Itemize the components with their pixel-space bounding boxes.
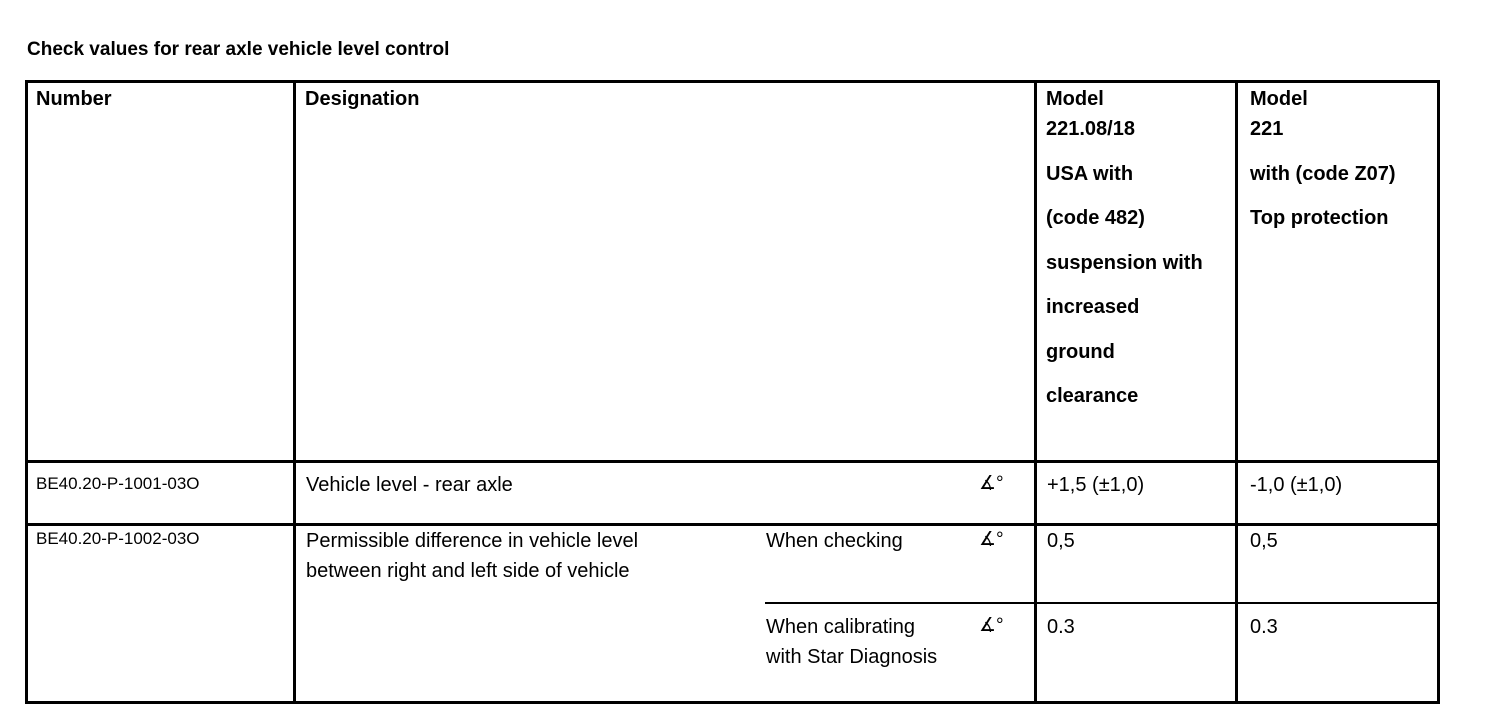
- header-model-2-line: with (code Z07): [1250, 162, 1396, 185]
- header-model-2-line: Model: [1250, 88, 1308, 110]
- table-border-top: [25, 80, 1440, 83]
- subrow-condition-line: When calibrating: [766, 616, 915, 638]
- header-model-1-line: (code 482): [1046, 207, 1145, 229]
- angle-unit-icon: ∡°: [979, 615, 1004, 636]
- table-border-left: [25, 80, 28, 704]
- column-divider-model-2: [1235, 80, 1238, 704]
- subrow-model-1-value: 0,5: [1047, 530, 1075, 552]
- row-designation-line: between right and left side of vehicle: [306, 560, 630, 582]
- column-divider-model-1: [1034, 80, 1037, 704]
- subrow-model-1-value: 0.3: [1047, 616, 1075, 638]
- row-designation: Vehicle level - rear axle: [306, 474, 513, 496]
- angle-unit-icon: ∡°: [979, 473, 1004, 494]
- subrow-condition-line: with Star Diagnosis: [766, 646, 938, 668]
- header-model-2: [1250, 84, 1396, 248]
- row-model-1-value: +1,5 (±1,0): [1047, 474, 1145, 496]
- header-model-1-line: clearance: [1046, 385, 1139, 407]
- header-model-1-line: increased: [1046, 296, 1140, 318]
- row-designation-line: Permissible difference in vehicle level: [306, 530, 639, 552]
- row-model-2-value: -1,0 (±1,0): [1250, 474, 1343, 496]
- table-border-bottom: [25, 701, 1440, 704]
- check-values-table: [25, 80, 1440, 704]
- row-number: BE40.20-P-1002-03O: [36, 529, 200, 548]
- document-title: Check values for rear axle vehicle level control: [27, 39, 450, 60]
- subrow-model-2-value: 0,5: [1250, 530, 1278, 552]
- header-number: Number: [36, 88, 112, 110]
- header-model-1-line: USA with: [1046, 162, 1134, 185]
- subrow-condition: [766, 612, 937, 672]
- row-divider: [25, 523, 1440, 526]
- header-designation: Designation: [305, 88, 420, 110]
- header-model-1-line: 221.08/18: [1046, 118, 1135, 140]
- header-model-2-line: 221: [1250, 118, 1284, 140]
- header-model-1-line: suspension with: [1046, 251, 1203, 274]
- column-divider-number: [293, 80, 296, 704]
- header-divider: [25, 460, 1440, 463]
- row-designation: [306, 526, 638, 586]
- header-model-1-line: ground: [1046, 340, 1115, 363]
- header-model-1: [1046, 84, 1203, 426]
- table-border-right: [1437, 80, 1440, 704]
- header-model-2-line: Top protection: [1250, 207, 1389, 229]
- subrow-condition: [766, 526, 903, 556]
- subrow-divider: [765, 602, 1440, 604]
- header-model-1-line: Model: [1046, 88, 1104, 110]
- subrow-model-2-value: 0.3: [1250, 616, 1278, 638]
- row-number: BE40.20-P-1001-03O: [36, 474, 200, 493]
- angle-unit-icon: ∡°: [979, 529, 1004, 550]
- subrow-condition-line: When checking: [766, 530, 903, 552]
